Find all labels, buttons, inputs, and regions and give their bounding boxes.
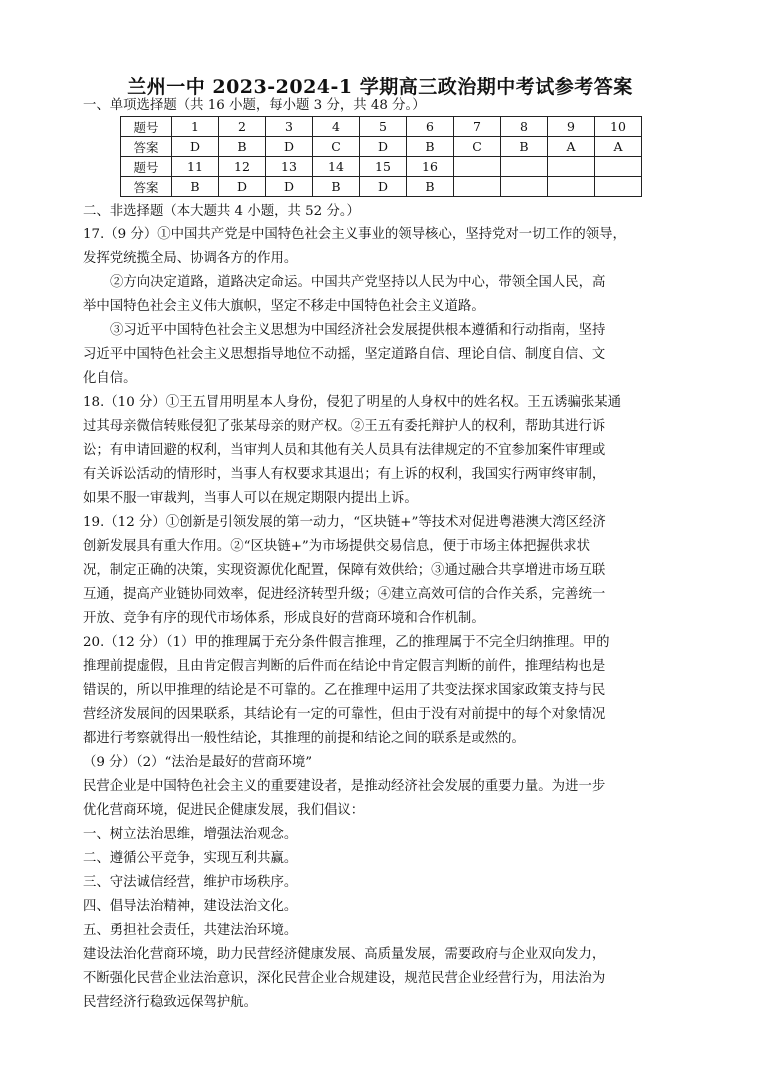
table-cell: 6 <box>407 117 454 137</box>
q17-line: ②方向决定道路，道路决定命运。中国共产党坚持以人民为中心，带领全国人民，高 <box>110 275 606 290</box>
q20-line: 四、倡导法治精神，建设法治文化。 <box>83 899 298 914</box>
q20-line: 20.（12 分）（1）甲的推理属于充分条件假言推理，乙的推理属于不完全归纳推理。甲的 <box>83 635 610 650</box>
table-cell: C <box>454 137 501 157</box>
table-cell: B <box>407 177 454 197</box>
table-row-header: 题号 <box>121 117 172 137</box>
table-row <box>121 157 642 177</box>
table-cell <box>548 157 595 177</box>
table-cell: A <box>548 137 595 157</box>
table-cell: 1 <box>172 117 219 137</box>
q19-line: 创新发展具有重大作用。②“区块链+”为市场提供交易信息，便于市场主体把握供求状 <box>83 539 590 554</box>
table-row <box>121 117 642 137</box>
table-cell: 3 <box>266 117 313 137</box>
q20-line: 一、树立法治思维，增强法治观念。 <box>83 827 298 842</box>
table-cell: 13 <box>266 157 313 177</box>
q17-line: 化自信。 <box>83 371 137 386</box>
table-cell: 16 <box>407 157 454 177</box>
table-cell <box>454 157 501 177</box>
q17-line: 举中国特色社会主义伟大旗帜，坚定不移走中国特色社会主义道路。 <box>83 299 485 314</box>
q20-line: 民营企业是中国特色社会主义的重要建设者，是推动经济社会发展的重要力量。为进一步 <box>83 779 606 794</box>
q20-line: 五、勇担社会责任，共建法治环境。 <box>83 923 298 938</box>
table-cell: D <box>360 137 407 157</box>
table-row <box>121 137 642 157</box>
table-cell: 14 <box>313 157 360 177</box>
table-row-header: 题号 <box>121 157 172 177</box>
table-cell <box>548 177 595 197</box>
table-cell: B <box>219 137 266 157</box>
q20-line: 推理前提虚假，且由肯定假言判断的后件而在结论中肯定假言判断的前件，推理结构也是 <box>83 659 606 674</box>
q19-line: 开放、竞争有序的现代市场体系，形成良好的营商环境和合作机制。 <box>83 611 485 626</box>
section-heading-choice: 一、单项选择题（共 16 小题，每小题 3 分，共 48 分。） <box>83 98 426 113</box>
q19-line: 19.（12 分）①创新是引领发展的第一动力，“区块链+”等技术对促进粤港澳大湾区经济 <box>83 515 606 530</box>
table-cell: B <box>501 137 548 157</box>
q20-line: 营经济发展间的因果联系，其结论有一定的可靠性，但由于没有对前提中的每个对象情况 <box>83 707 606 722</box>
q18-line: 如果不服一审裁判，当事人可以在规定期限内提出上诉。 <box>83 491 418 506</box>
q17-line: 习近平中国特色社会主义思想指导地位不动摇，坚定道路自信、理论自信、制度自信、文 <box>83 347 606 362</box>
q18-line: 讼；有申请回避的权利，当审判人员和其他有关人员具有法律规定的不宜参加案件审理或 <box>83 443 606 458</box>
table-cell: D <box>219 177 266 197</box>
table-cell: 7 <box>454 117 501 137</box>
table-cell <box>595 157 642 177</box>
table-cell <box>501 177 548 197</box>
table-cell: A <box>595 137 642 157</box>
q20-line: 优化营商环境，促进民企健康发展，我们倡议： <box>83 803 365 818</box>
table-cell: 12 <box>219 157 266 177</box>
table-cell: C <box>313 137 360 157</box>
section-heading-nonchoice: 二、非选择题（本大题共 4 小题，共 52 分。） <box>83 204 360 219</box>
table-cell: D <box>172 137 219 157</box>
table-cell: 2 <box>219 117 266 137</box>
table-cell: D <box>266 137 313 157</box>
table-cell: D <box>266 177 313 197</box>
q18-line: 有关诉讼活动的情形时，当事人有权要求其退出；有上诉的权利，我国实行两审终审制， <box>83 467 606 482</box>
q20-line: 民营经济行稳致远保驾护航。 <box>83 995 258 1010</box>
table-cell <box>595 177 642 197</box>
q20-line: 二、遵循公平竞争，实现互利共赢。 <box>83 851 298 866</box>
table-cell: 9 <box>548 117 595 137</box>
table-cell: 11 <box>172 157 219 177</box>
table-cell: 10 <box>595 117 642 137</box>
table-cell: B <box>407 137 454 157</box>
table-cell <box>501 157 548 177</box>
table-cell: 5 <box>360 117 407 137</box>
table-cell: 4 <box>313 117 360 137</box>
table-row <box>121 177 642 197</box>
q20-line: 错误的，所以甲推理的结论是不可靠的。乙在推理中运用了共变法探求国家政策支持与民 <box>83 683 606 698</box>
q17-line: 发挥党统揽全局、协调各方的作用。 <box>83 251 298 266</box>
page-title: 兰州一中 2023-2024-1 学期高三政治期中考试参考答案 <box>127 76 633 98</box>
q19-line: 互通，提高产业链协同效率，促进经济转型升级；④建立高效可信的合作关系，完善统一 <box>83 587 606 602</box>
table-cell: D <box>360 177 407 197</box>
q17-line: 17.（9 分）①中国共产党是中国特色社会主义事业的领导核心，坚持党对一切工作的领导， <box>83 227 626 242</box>
table-cell: 15 <box>360 157 407 177</box>
q20-line: 建设法治化营商环境，助力民营经济健康发展、高质量发展，需要政府与企业双向发力， <box>83 947 606 962</box>
table-row-header: 答案 <box>121 137 172 157</box>
table-cell: B <box>172 177 219 197</box>
table-cell: 8 <box>501 117 548 137</box>
q17-line: ③习近平中国特色社会主义思想为中国经济社会发展提供根本遵循和行动指南，坚持 <box>110 323 606 338</box>
q20-line: 不断强化民营企业法治意识，深化民营企业合规建设，规范民营企业经营行为，用法治为 <box>83 971 606 986</box>
q20-line: 都进行考察就得出一般性结论，其推理的前提和结论之间的联系是或然的。 <box>83 731 525 746</box>
q20-subheading: （9 分）（2）“法治是最好的营商环境” <box>83 755 313 770</box>
q18-line: 过其母亲微信转账侵犯了张某母亲的财产权。②王五有委托辩护人的权利，帮助其进行诉 <box>83 419 606 434</box>
table-cell <box>454 177 501 197</box>
q20-line: 三、守法诚信经营，维护市场秩序。 <box>83 875 298 890</box>
q18-line: 18.（10 分）①王五冒用明星本人身份，侵犯了明星的人身权中的姓名权。王五诱骗张某通 <box>83 395 622 410</box>
table-row-header: 答案 <box>121 177 172 197</box>
q19-line: 况，制定正确的决策，实现资源优化配置，保障有效供给；③通过融合共享增进市场互联 <box>83 563 606 578</box>
table-cell: B <box>313 177 360 197</box>
answer-table <box>120 116 642 197</box>
